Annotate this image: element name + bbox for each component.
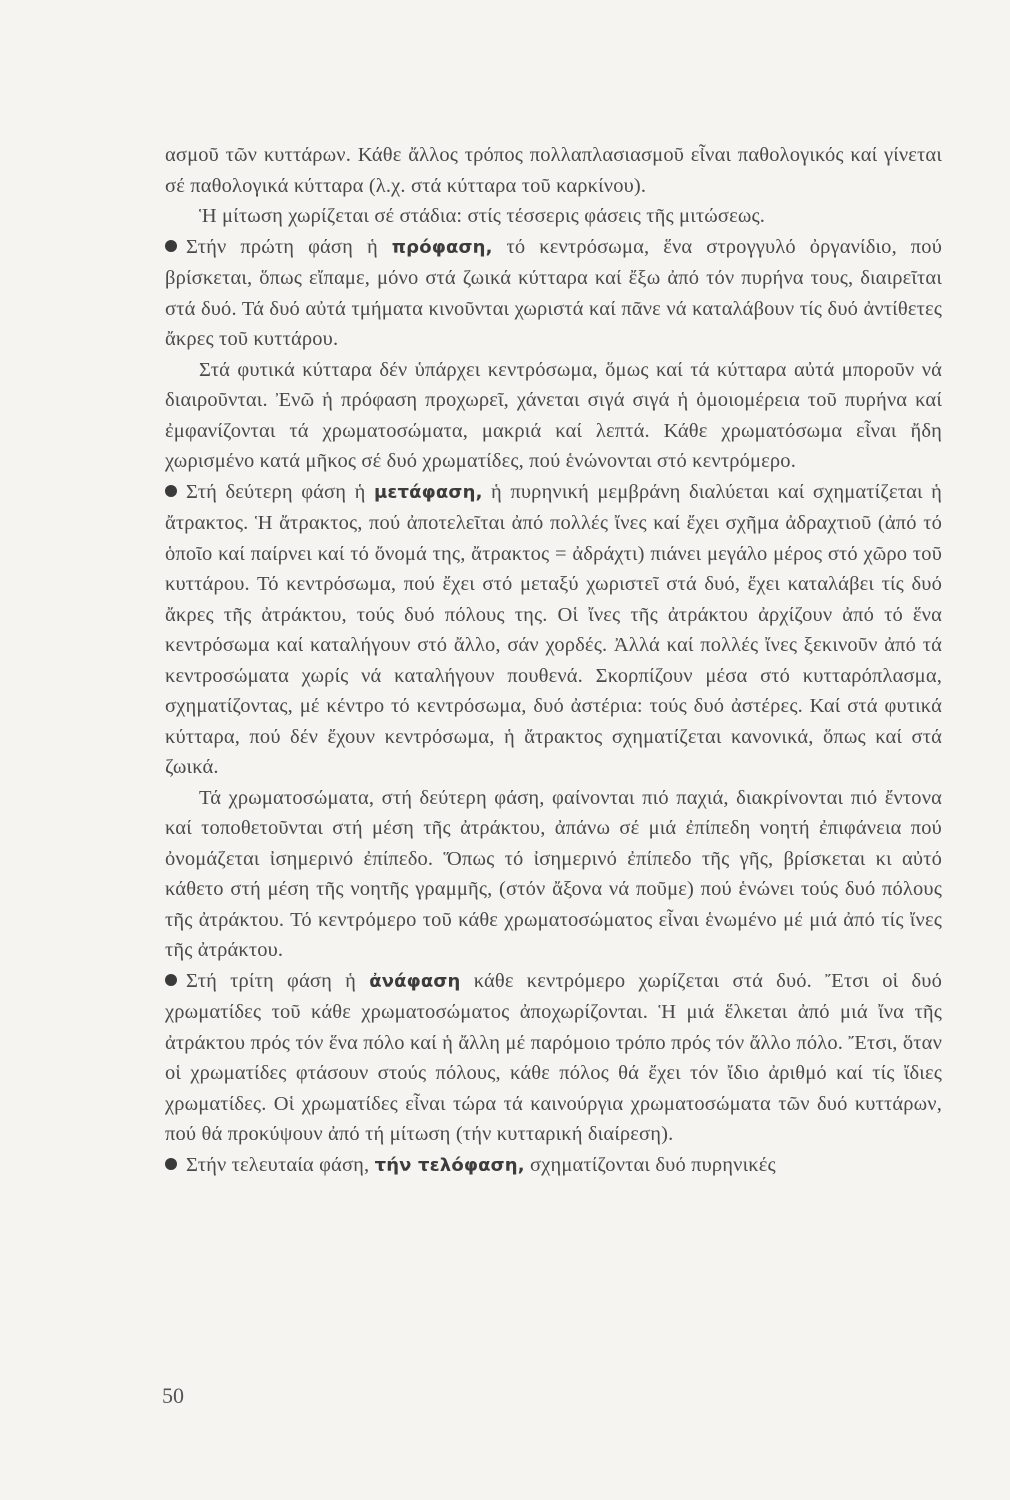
metaphase-term: μετάφαση, <box>373 481 483 503</box>
bullet-icon <box>165 240 177 252</box>
prophase-text: τό κεντρόσωμα, ἕνα στρογγυλό ὀργανίδιο, πού βρίσκεται, ὅπως εἴπαμε, μόνο στά ζωικά κύτταρα καί ἔξω ἀπό τόν πυρήνα τους, διαιρεῖται στά δυό. Τά δυό αὐτά τμήματα κινοῦνται χωριστά καί πᾶνε νά καταλάβουν τίς δυό ἀντίθετες ἄκρες τοῦ κυττάρου. <box>165 235 942 350</box>
anaphase-paragraph <box>165 966 942 1150</box>
anaphase-term: ἀνάφαση <box>369 970 461 992</box>
anaphase-text: κάθε κεντρόμερο χωρίζεται στά δυό. Ἔτσι οἱ δυό χρωματίδες τοῦ κάθε χρωματοσώματος ἀποχωρίζονται. Ἡ μιά ἕλκεται ἀπό μιά ἴνα τῆς ἀτράκτου πρός τόν ἕνα πόλο καί ἡ ἄλλη μέ παρόμοιο τρόπο πρός τόν ἄλλο πόλο. Ἔτσι, ὅταν οἱ χρωματίδες φτάσουν στούς πόλους, κάθε πόλος θά ἔχει τόν ἴδιο ἀριθμό καί τίς ἴδιες χρωματίδες. Οἱ χρωματίδες εἶναι τώρα τά καινούργια χρωματοσώματα τῶν δυό κυττάρων, πού θά προκύψουν ἀπό τή μίτωση (τήν κυτταρική διαίρεση). <box>165 969 943 1145</box>
telophase-term: τήν τελόφαση, <box>374 1154 525 1176</box>
telophase-paragraph <box>165 1150 942 1182</box>
prophase-lead: Στήν πρώτη φάση ἡ <box>186 235 392 258</box>
prophase-plant-paragraph: Στά φυτικά κύτταρα δέν ὑπάρχει κεντρόσωμα, ὅμως καί τά κύτταρα αὐτά μποροῦν νά διαιροῦνται. Ἐνῶ ἡ πρόφαση προχωρεῖ, χάνεται σιγά σιγά ἡ ὁμοιομέρεια τοῦ πυρήνα καί ἐμφανίζονται τά χρωματοσώματα, μακριά καί λεπτά. Κάθε χρωματόσωμα εἶναι ἤδη χωρισμένο κατά μῆκος σέ δυό χρωματίδες, πού ἑνώνονται στό κεντρόμερο. <box>165 358 942 472</box>
anaphase-lead: Στή τρίτη φάση ἡ <box>186 969 370 992</box>
telophase-lead: Στήν τελευταία φάση, <box>186 1153 375 1176</box>
intro-paragraph: ασμοῦ τῶν κυττάρων. Κάθε ἄλλος τρόπος πολλαπλασιασμοῦ εἶναι παθολογικός καί γίνεται σέ παθολογικά κύτταρα (λ.χ. στά κύτταρα τοῦ καρκίνου). <box>165 144 942 197</box>
bullet-icon <box>165 485 177 497</box>
prophase-paragraph <box>165 232 942 355</box>
metaphase-lead: Στή δεύτερη φάση ἡ <box>186 480 374 503</box>
bullet-icon <box>165 1158 177 1170</box>
metaphase-chromosomes-paragraph: Τά χρωματοσώματα, στή δεύτερη φάση, φαίνονται πιό παχιά, διακρίνονται πιό ἔντονα καί τοποθετοῦνται στή μέση τῆς ἀτράκτου, ἀπάνω σέ μιά ἐπίπεδη νοητή ἐπιφάνεια πού ὀνομάζεται ἰσημερινό ἐπίπεδο. Ὅπως τό ἰσημερινό ἐπίπεδο τῆς γῆς, βρίσκεται κι αὐτό κάθετο στή μέση τῆς νοητῆς γραμμῆς, (στόν ἄξονα νά ποῦμε) πού ἑνώνει τούς δυό πόλους τῆς ἀτράκτου. Τό κεντρόμερο τοῦ κάθε χρωματοσώματος εἶναι ἑνωμένο μέ μιά ἀπό τίς ἴνες τῆς ἀτράκτου. <box>165 786 942 961</box>
page-number: 50 <box>162 1383 184 1408</box>
prophase-term: πρόφαση, <box>391 236 493 258</box>
metaphase-paragraph <box>165 477 942 783</box>
bullet-icon <box>165 974 177 986</box>
metaphase-text: ἡ πυρηνική μεμβράνη διαλύεται καί σχηματίζεται ἡ ἄτρακτος. Ἡ ἄτρακτος, πού ἀποτελεῖται ἀπό πολλές ἴνες καί ἔχει σχῆμα ἀδραχτιοῦ (ἀπό τό ὁποῖο καί παίρνει καί τό ὄνομά της, ἄτρακτος = ἀδράχτι) πιάνει μεγάλο μέρος στό χῶρο τοῦ κυττάρου. Τό κεντρόσωμα, πού ἔχει στό μεταξύ χωριστεῖ στά δυό, ἔχει καταλάβει τίς δυό ἄκρες τῆς ἀτράκτου, τούς δυό πόλους της. Οἱ ἴνες τῆς ἀτράκτου ἀρχίζουν ἀπό τό ἕνα κεντρόσωμα καί καταλήγουν στό ἄλλο, σάν χορδές. Ἀλλά καί πολλές ἴνες ξεκινοῦν ἀπό τά κεντροσώματα χωρίς νά καταλήγουν πουθενά. Σκορπίζουν μέσα στό κυτταρόπλασμα, σχηματίζοντας, μέ κέντρο τό κεντρόσωμα, δυό ἀστέρια: τούς δυό ἀστέρες. Καί στά φυτικά κύτταρα, πού δέν ἔχουν κεντρόσωμα, ἡ ἄτρακτος σχηματίζεται κανονικά, ὅπως καί στά ζωικά. <box>165 480 942 778</box>
telophase-text: σχηματίζονται δυό πυρηνικές <box>524 1153 776 1176</box>
body-text <box>165 140 942 1181</box>
mitosis-stages-paragraph: Ἡ μίτωση χωρίζεται σέ στάδια: στίς τέσσερις φάσεις τῆς μιτώσεως. <box>199 205 766 227</box>
